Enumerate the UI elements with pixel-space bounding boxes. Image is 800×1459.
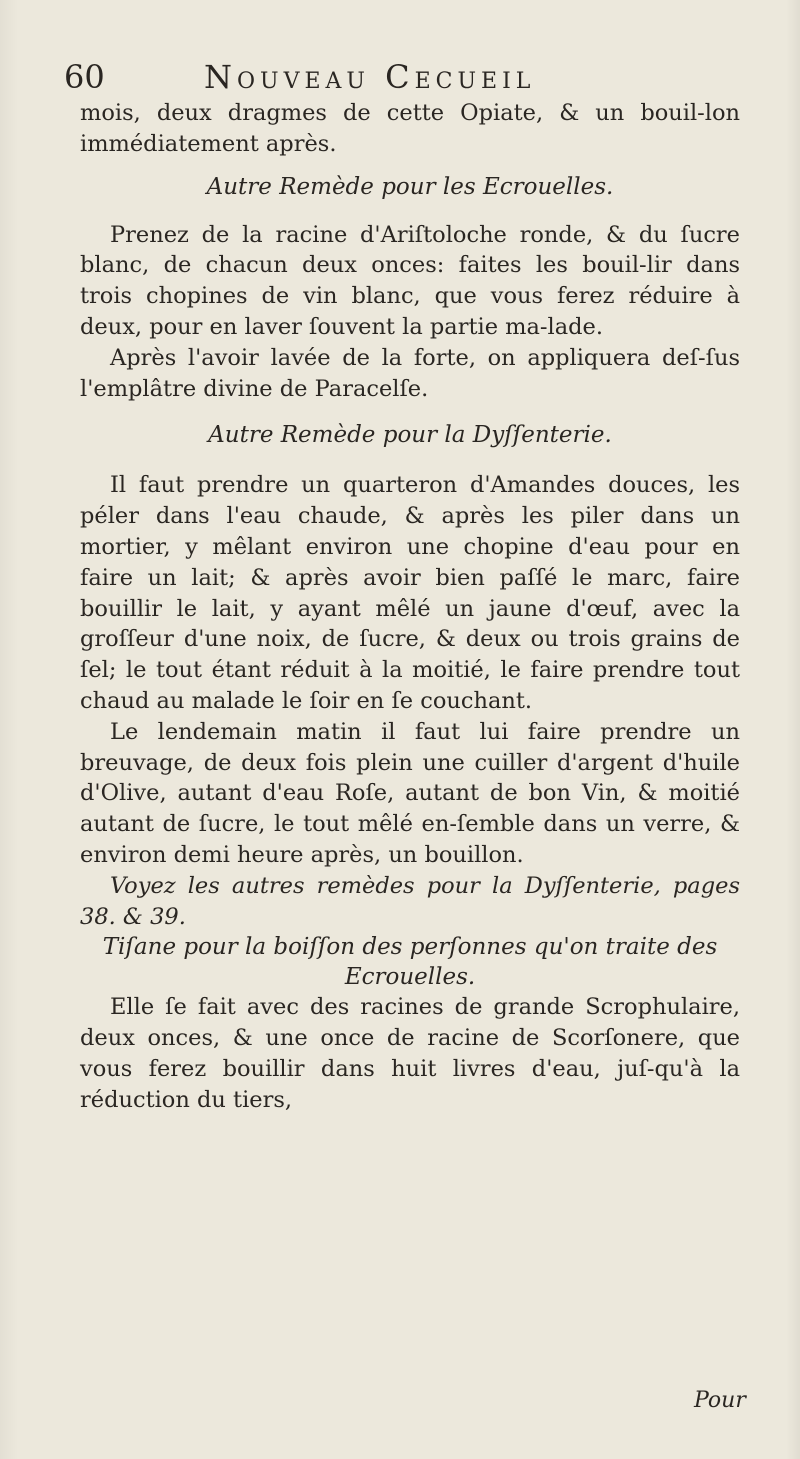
paragraph-recipe-tisane: Elle ſe fait avec des racines de grande Scrophulaire, deux onces, & une once de racine de Scorſonere, que vous ferez bouillir dans huit livres d'eau, juſ-qu'à la réduction du tiers, (80, 994, 740, 1113)
paragraph-cross-reference: Voyez les autres remèdes pour la Dyſſenterie, pages 38. & 39. (80, 872, 740, 930)
page-number: 60 (64, 58, 105, 96)
section-heading-tisane: Tiſane pour la boiſſon des perſonnes qu'on traite des Ecrouelles. (102, 934, 718, 991)
section-heading-ecrouelles: Autre Remède pour les Ecrouelles. (206, 173, 614, 200)
paragraph-application: Après l'avoir lavée de la forte, on appliquera deſ-ſus l'emplâtre divine de Paracelſe. (80, 344, 740, 402)
paragraph-recipe-aristoloche: Prenez de la racine d'Ariſtoloche ronde, & du ſucre blanc, de chacun deux onces: faites les bouil-lir dans trois chopines de vin blanc, que vous ferez réduire à deux, pour en laver ſouvent la partie ma-lade. (80, 221, 740, 340)
paragraph-breuvage: Le lendemain matin il faut lui faire prendre un breuvage, de deux fois plein une cuiller d'argent d'huile d'Olive, autant d'eau Roſe, autant de bon Vin, & moitié autant de ſucre, le tout mêlé en-ſemble dans un verre, & environ demi heure après, un bouillon. (80, 718, 740, 868)
running-head: Nouveau Cecueil (204, 58, 536, 96)
page-body (80, 98, 740, 1116)
page-header (64, 58, 744, 98)
catchword: Pour (694, 1388, 746, 1413)
section-heading-dyssenterie: Autre Remède pour la Dyſſenterie. (208, 422, 612, 449)
paragraph-continuation: mois, deux dragmes de cette Opiate, & un bouil-lon immédiatement après. (80, 100, 740, 157)
paragraph-recipe-amandes: Il faut prendre un quarteron d'Amandes douces, les péler dans l'eau chaude, & après les piler dans un mortier, y mêlant environ une chopine d'eau pour en faire un lait; & après avoir bien paſſé le marc, faire bouillir le lait, y ayant mêlé un jaune d'œuf, avec la groſſeur d'une noix, de ſucre, & deux ou trois grains de ſel; le tout étant réduit à la moitié, le faire prendre tout chaud au malade le ſoir en ſe couchant. (80, 472, 740, 714)
